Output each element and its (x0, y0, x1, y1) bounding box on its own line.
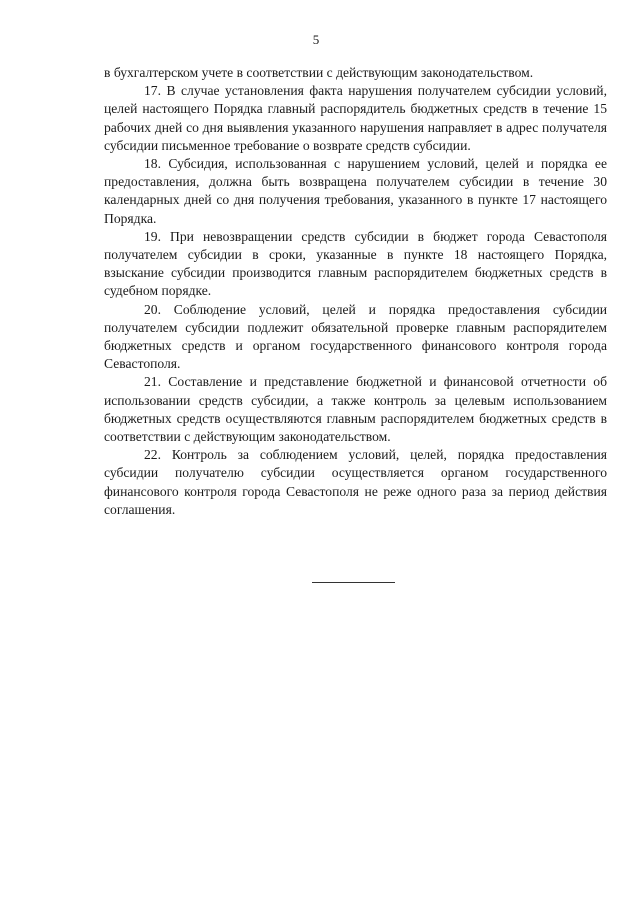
paragraph-17: 17. В случае установления факта нарушения получателем субсидии условий, целей настоящего Порядка главный распорядитель бюджетных средств в течение 15 рабочих дней со дня выявления указанного нарушения направляет в адрес получателя субсидии письменное требование о возврате средств субсидии. (104, 83, 607, 153)
end-of-document-divider (312, 582, 395, 583)
paragraph-21: 21. Составление и представление бюджетной и финансовой отчетности об использовании средств субсидии, а также контроль за целевым использованием бюджетных средств осуществляются главным распорядителем бюджетных средств в соответствии с действующим законодательством. (104, 374, 607, 445)
page-number: 5 (312, 32, 320, 47)
paragraph-19: 19. При невозвращении средств субсидии в бюджет города Севастополя получателем субсидии в сроки, указанные в пункте 18 настоящего Порядка, взыскание субсидии производится главным распорядителем бюджетных средств в судебном порядке. (104, 228, 607, 299)
paragraph-22: 22. Контроль за соблюдением условий, целей, порядка предоставления субсидии получателю субсидии осуществляется органом государственного финансового контроля города Севастополя не реже одного раза за период действия соглашения. (104, 447, 607, 517)
paragraph-continuation: в бухгалтерском учете в соответствии с действующим законодательством. (104, 65, 534, 80)
paragraph-18: 18. Субсидия, использованная с нарушением условий, целей и порядка ее предоставления, должна быть возвращена получателем субсидии в течение 30 календарных дней со дня получения требования, указанного в пункте 17 настоящего Порядка. (104, 156, 607, 226)
paragraph-20: 20. Соблюдение условий, целей и порядка предоставления субсидии получателем субсидии подлежит обязательной проверке главным распорядителем бюджетных средств и органом государственного финансового контроля города Севастополя. (104, 301, 607, 372)
document-body (104, 64, 607, 519)
